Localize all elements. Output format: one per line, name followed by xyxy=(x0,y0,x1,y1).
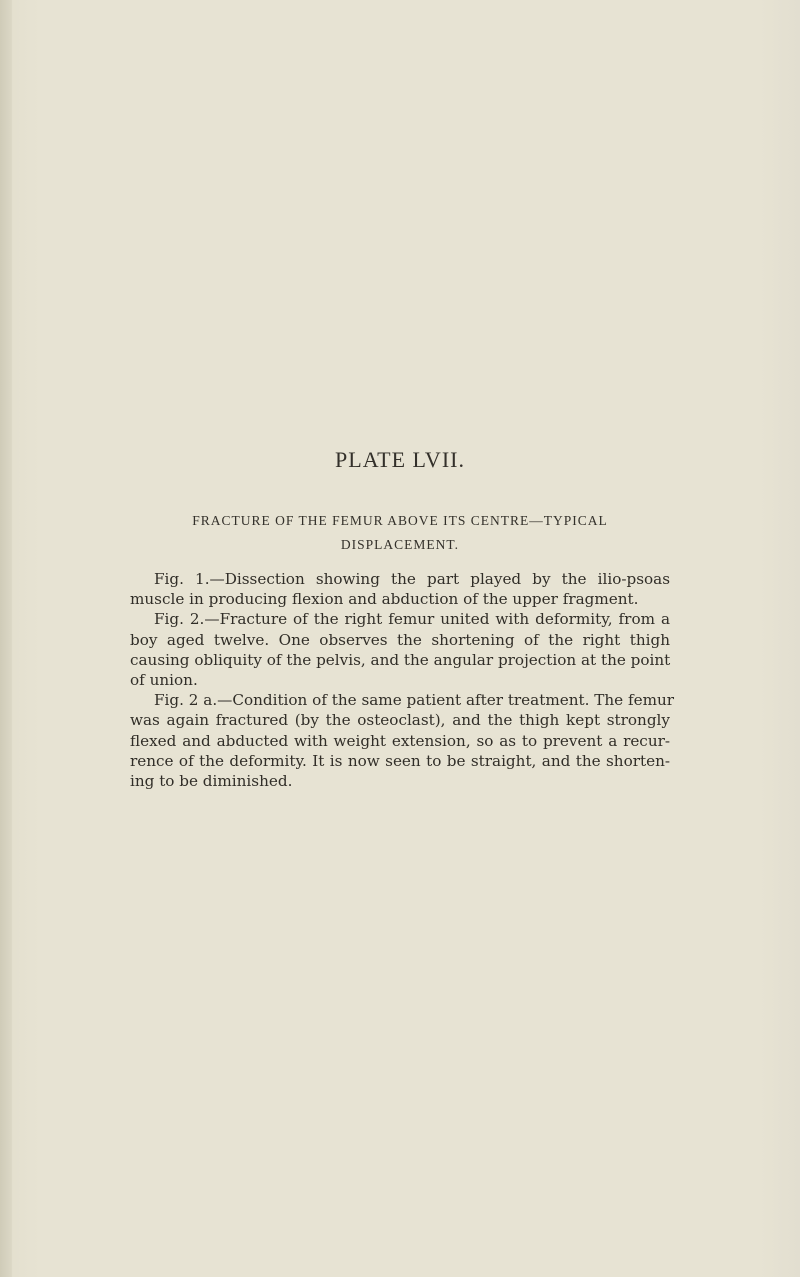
caption-fig-2 xyxy=(130,609,670,690)
caption-line: ing to be diminished. xyxy=(130,772,293,791)
caption-line: flexed and abducted with weight extension, so as to prevent a recur- xyxy=(130,731,670,750)
caption-line: Fig. 2 a.—Condition of the same patient after treatment. The femur xyxy=(154,691,675,710)
caption-line: muscle in producing flexion and abduction of the upper fragment. xyxy=(130,590,639,609)
caption-line: causing obliquity of the pelvis, and the angular projection at the point xyxy=(130,650,671,669)
plate-title: PLATE LVII. xyxy=(335,447,465,472)
caption-line: rence of the deformity. It is now seen to be straight, and the shorten- xyxy=(130,751,670,770)
subtitle-line: DISPLACEMENT. xyxy=(340,537,460,552)
subtitle-line: FRACTURE OF THE FEMUR ABOVE ITS CENTRE—TYPICAL xyxy=(192,513,608,528)
caption-line: Fig. 2.—Fracture of the right femur united with deformity, from a xyxy=(154,610,670,629)
caption-line: boy aged twelve. One observes the shortening of the right thigh xyxy=(130,630,670,649)
caption-line: of union. xyxy=(130,671,198,690)
page-binding-edge xyxy=(0,0,12,1277)
caption-fig-1 xyxy=(130,569,670,609)
caption-fig-2a xyxy=(130,690,675,791)
caption-line: was again fractured (by the osteoclast), and the thigh kept strongly xyxy=(130,711,670,730)
caption-line: Fig. 1.—Dissection showing the part played by the ilio-psoas xyxy=(154,570,670,588)
plate-subtitle xyxy=(130,509,670,557)
figure-captions xyxy=(130,569,675,791)
